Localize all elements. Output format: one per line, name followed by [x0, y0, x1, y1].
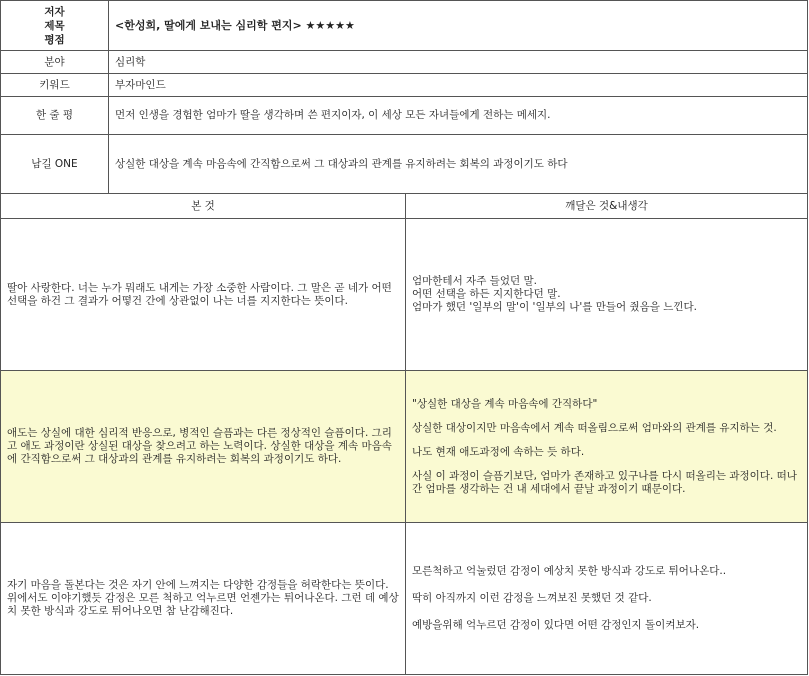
content-row-2 — [1, 371, 808, 523]
insight-header: 깨달은 것&내생각 — [406, 194, 808, 219]
one-row — [1, 135, 808, 194]
seen-header: 본 것 — [1, 194, 406, 219]
content-row-3 — [1, 523, 808, 675]
rating-label: 평점 — [44, 33, 65, 46]
seen-cell-3 — [1, 523, 406, 675]
insight-line: 딱히 아직까지 이런 감정을 느껴보진 못했던 것 같다. — [412, 592, 652, 604]
review-value: 먼저 인생을 경험한 엄마가 딸을 생각하며 쓴 편지이자, 이 세상 모든 자녀들에게 전하는 메세지. — [109, 97, 808, 135]
seen-text: 자기 마음을 돌본다는 것은 자기 안에 느껴지는 다양한 감정들을 허락한다는 뜻이다. 위에서도 이야기했듯 감정은 모른 척하고 억누르면 언젠가는 튀어나온다. 그런 데 예상치 못한 방식과 강도로 튀어나오면 참 난감해진다. — [7, 579, 399, 617]
seen-text: 딸아 사랑한다. 너는 누가 뭐래도 내게는 가장 소중한 사람이다. 그 말은 곧 네가 어떤 선택을 하건 그 결과가 어떻건 간에 상관없이 나는 너를 지지한다는 뜻이다. — [7, 281, 392, 307]
insight-line: 상실한 대상이지만 마음속에서 계속 떠올림으로써 엄마와의 관계를 유지하는 것. — [412, 421, 777, 434]
review-row — [1, 97, 808, 135]
insight-line: 어떤 선택을 하든 지지한다던 말. — [412, 288, 561, 300]
content-row-1 — [1, 219, 808, 371]
column-header-row — [1, 194, 808, 219]
seen-cell-1 — [1, 219, 406, 371]
insight-line: 예방을위해 억누르던 감정이 있다면 어떤 감정인지 돌이켜보자. — [412, 619, 700, 631]
insight-line: 엄마가 했던 '일부의 말'이 '일부의 나'를 만들어 줬음을 느낀다. — [412, 301, 698, 313]
insight-cell-2 — [406, 371, 808, 523]
field-value: 심리학 — [109, 51, 808, 74]
seen-cell-2 — [1, 371, 406, 523]
title-label-cell — [1, 1, 109, 51]
title-value: <한성희, 딸에게 보내는 심리학 편지> ★★★★★ — [109, 1, 808, 51]
keyword-value: 부자마인드 — [109, 74, 808, 97]
field-label: 분야 — [1, 51, 109, 74]
insight-line: 나도 현재 애도과정에 속하는 듯 하다. — [412, 445, 585, 458]
insight-line: 모른척하고 억눌렀던 감정이 예상치 못한 방식과 강도로 튀어나온다.. — [412, 565, 727, 577]
title-label: 제목 — [44, 19, 65, 32]
insight-line: 엄마한테서 자주 들었던 말. — [412, 275, 537, 287]
insight-cell-1 — [406, 219, 808, 371]
insight-cell-3 — [406, 523, 808, 675]
seen-text: 애도는 상실에 대한 심리적 반응으로, 병적인 슬픔과는 다른 정상적인 슬픔이다. 그리고 애도 과정이란 상실된 대상을 찾으려고 하는 노력이다. 상실한 대상을 계속 마음속에 간직함으로써 그 대상과의 관계를 유지하려는 회복의 과정이기도 하다. — [7, 427, 392, 465]
keyword-row — [1, 74, 808, 97]
field-row — [1, 51, 808, 74]
author-label: 저자 — [44, 5, 65, 18]
one-label: 남길 ONE — [1, 135, 109, 194]
keyword-label: 키워드 — [1, 74, 109, 97]
one-value: 상실한 대상을 계속 마음속에 간직함으로써 그 대상과의 관계를 유지하려는 회복의 과정이기도 하다 — [109, 135, 808, 194]
review-label: 한 줄 평 — [1, 97, 109, 135]
insight-line: 사실 이 과정이 슬픔기보단, 엄마가 존재하고 있구나를 다시 떠올리는 과정이다. 떠나간 엄마를 생각하는 건 내 세대에서 끝날 과정이기 때문이다. — [412, 469, 797, 495]
insight-line: "상실한 대상을 계속 마음속에 간직하다" — [412, 397, 598, 410]
title-row — [1, 1, 808, 51]
